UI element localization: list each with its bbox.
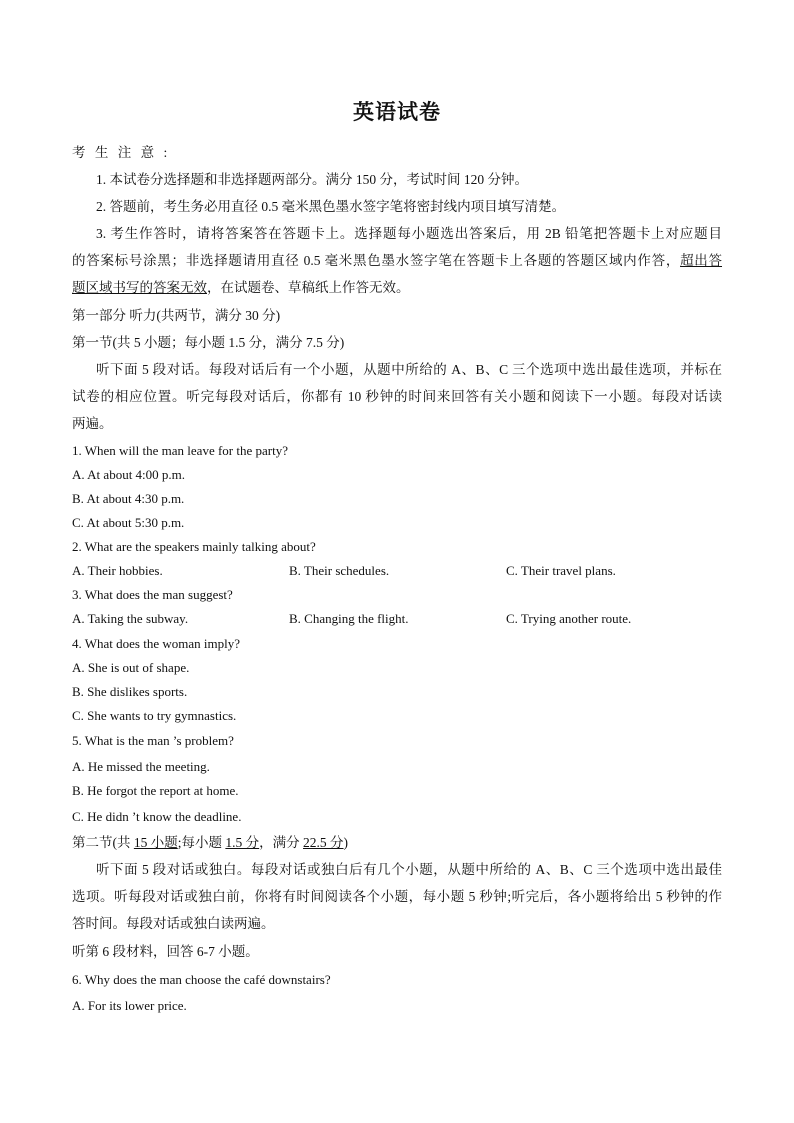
section2-heading-text: ，满分 xyxy=(259,835,304,850)
question-1-stem: 1. When will the man leave for the party? xyxy=(72,443,288,458)
question-2-option-c: C. Their travel plans. xyxy=(506,563,616,578)
question-6-option-a: A. For its lower price. xyxy=(72,998,187,1013)
question-5-option-a: A. He missed the meeting. xyxy=(72,759,210,774)
notice-underlined-text: 超出答 xyxy=(680,253,723,268)
section2-heading-underlined: 15 小题 xyxy=(133,835,178,850)
question-3-stem: 3. What does the man suggest? xyxy=(72,587,233,602)
question-2-option-a: A. Their hobbies. xyxy=(72,563,163,578)
section2-heading-text: ;每小题 xyxy=(177,835,226,850)
question-2-stem: 2. What are the speakers mainly talking about? xyxy=(72,539,316,554)
section1-instruction-line-2: 试卷的相应位置。听完每段对话后，你都有 10 秒钟的时间来回答有关小题和阅读下一小题。每段对话读 xyxy=(72,389,722,404)
section1-instruction-line-3: 两遍。 xyxy=(72,416,113,431)
notice-item-3-line-2 xyxy=(72,251,722,271)
notice-underlined-text: 题区域书写的答案无效 xyxy=(72,280,207,295)
section2-instruction-line-1: 听下面 5 段对话或独白。每段对话或独白后有几个小题，从题中所给的 A、B、C 三个选项中选出最佳 xyxy=(96,862,722,877)
question-3-option-c: C. Trying another route. xyxy=(506,611,632,626)
section2-heading xyxy=(72,833,722,853)
notice-heading: 考 生 注 意 : xyxy=(72,145,171,160)
notice-item-3-line-1: 3. 考生作答时，请将答案答在答题卡上。选择题每小题选出答案后，用 2B 铅笔把答题卡上对应题目 xyxy=(96,226,722,241)
notice-item-3-line-3 xyxy=(72,278,722,298)
question-4-option-c: C. She wants to try gymnastics. xyxy=(72,708,237,723)
question-5-option-c: C. He didn ’t know the deadline. xyxy=(72,809,242,824)
section1-instruction-line-1: 听下面 5 段对话。每段对话后有一个小题，从题中所给的 A、B、C 三个选项中选出最佳选项，并标在 xyxy=(96,362,722,377)
question-3-option-b: B. Changing the flight. xyxy=(289,611,409,626)
question-3-option-a: A. Taking the subway. xyxy=(72,611,189,626)
section1-heading: 第一节(共 5 小题；每小题 1.5 分，满分 7.5 分) xyxy=(72,335,345,350)
notice-text: 的答案标号涂黑；非选择题请用直径 0.5 毫米黑色墨水签字笔在答题卡上各题的答题区域内作答， xyxy=(72,253,681,268)
page-title: 英语试卷 xyxy=(353,99,441,124)
question-1-option-a: A. At about 4:00 p.m. xyxy=(72,467,186,482)
question-5-stem: 5. What is the man ’s problem? xyxy=(72,733,234,748)
question-6-stem: 6. Why does the man choose the café downstairs? xyxy=(72,972,331,987)
section2-instruction-line-3: 答时间。每段对话或独白读两遍。 xyxy=(72,916,275,931)
notice-item-1: 1. 本试卷分选择题和非选择题两部分。满分 150 分，考试时间 120 分钟。 xyxy=(96,172,528,187)
question-5-option-b: B. He forgot the report at home. xyxy=(72,783,239,798)
question-1-option-c: C. At about 5:30 p.m. xyxy=(72,515,185,530)
notice-text: ，在试题卷、草稿纸上作答无效。 xyxy=(207,280,410,295)
material-6-heading: 听第 6 段材料，回答 6-7 小题。 xyxy=(72,944,259,959)
section2-heading-text: 第二节(共 xyxy=(72,835,134,850)
question-4-option-b: B. She dislikes sports. xyxy=(72,684,188,699)
question-4-stem: 4. What does the woman imply? xyxy=(72,636,241,651)
section2-heading-underlined: 1.5 分 xyxy=(225,835,260,850)
question-4-option-a: A. She is out of shape. xyxy=(72,660,190,675)
section2-heading-underlined: 22.5 分 xyxy=(303,835,344,850)
part1-heading: 第一部分 听力(共两节，满分 30 分) xyxy=(72,308,281,323)
question-1-option-b: B. At about 4:30 p.m. xyxy=(72,491,185,506)
notice-item-2: 2. 答题前，考生务必用直径 0.5 毫米黑色墨水签字笔将密封线内项目填写清楚。 xyxy=(96,199,566,214)
question-2-option-b: B. Their schedules. xyxy=(289,563,390,578)
section2-instruction-line-2: 选项。听每段对话或独白前，你将有时间阅读各个小题，每小题 5 秒钟;听完后，各小题将给出 5 秒钟的作 xyxy=(72,889,722,904)
section2-heading-text: ) xyxy=(343,835,349,850)
